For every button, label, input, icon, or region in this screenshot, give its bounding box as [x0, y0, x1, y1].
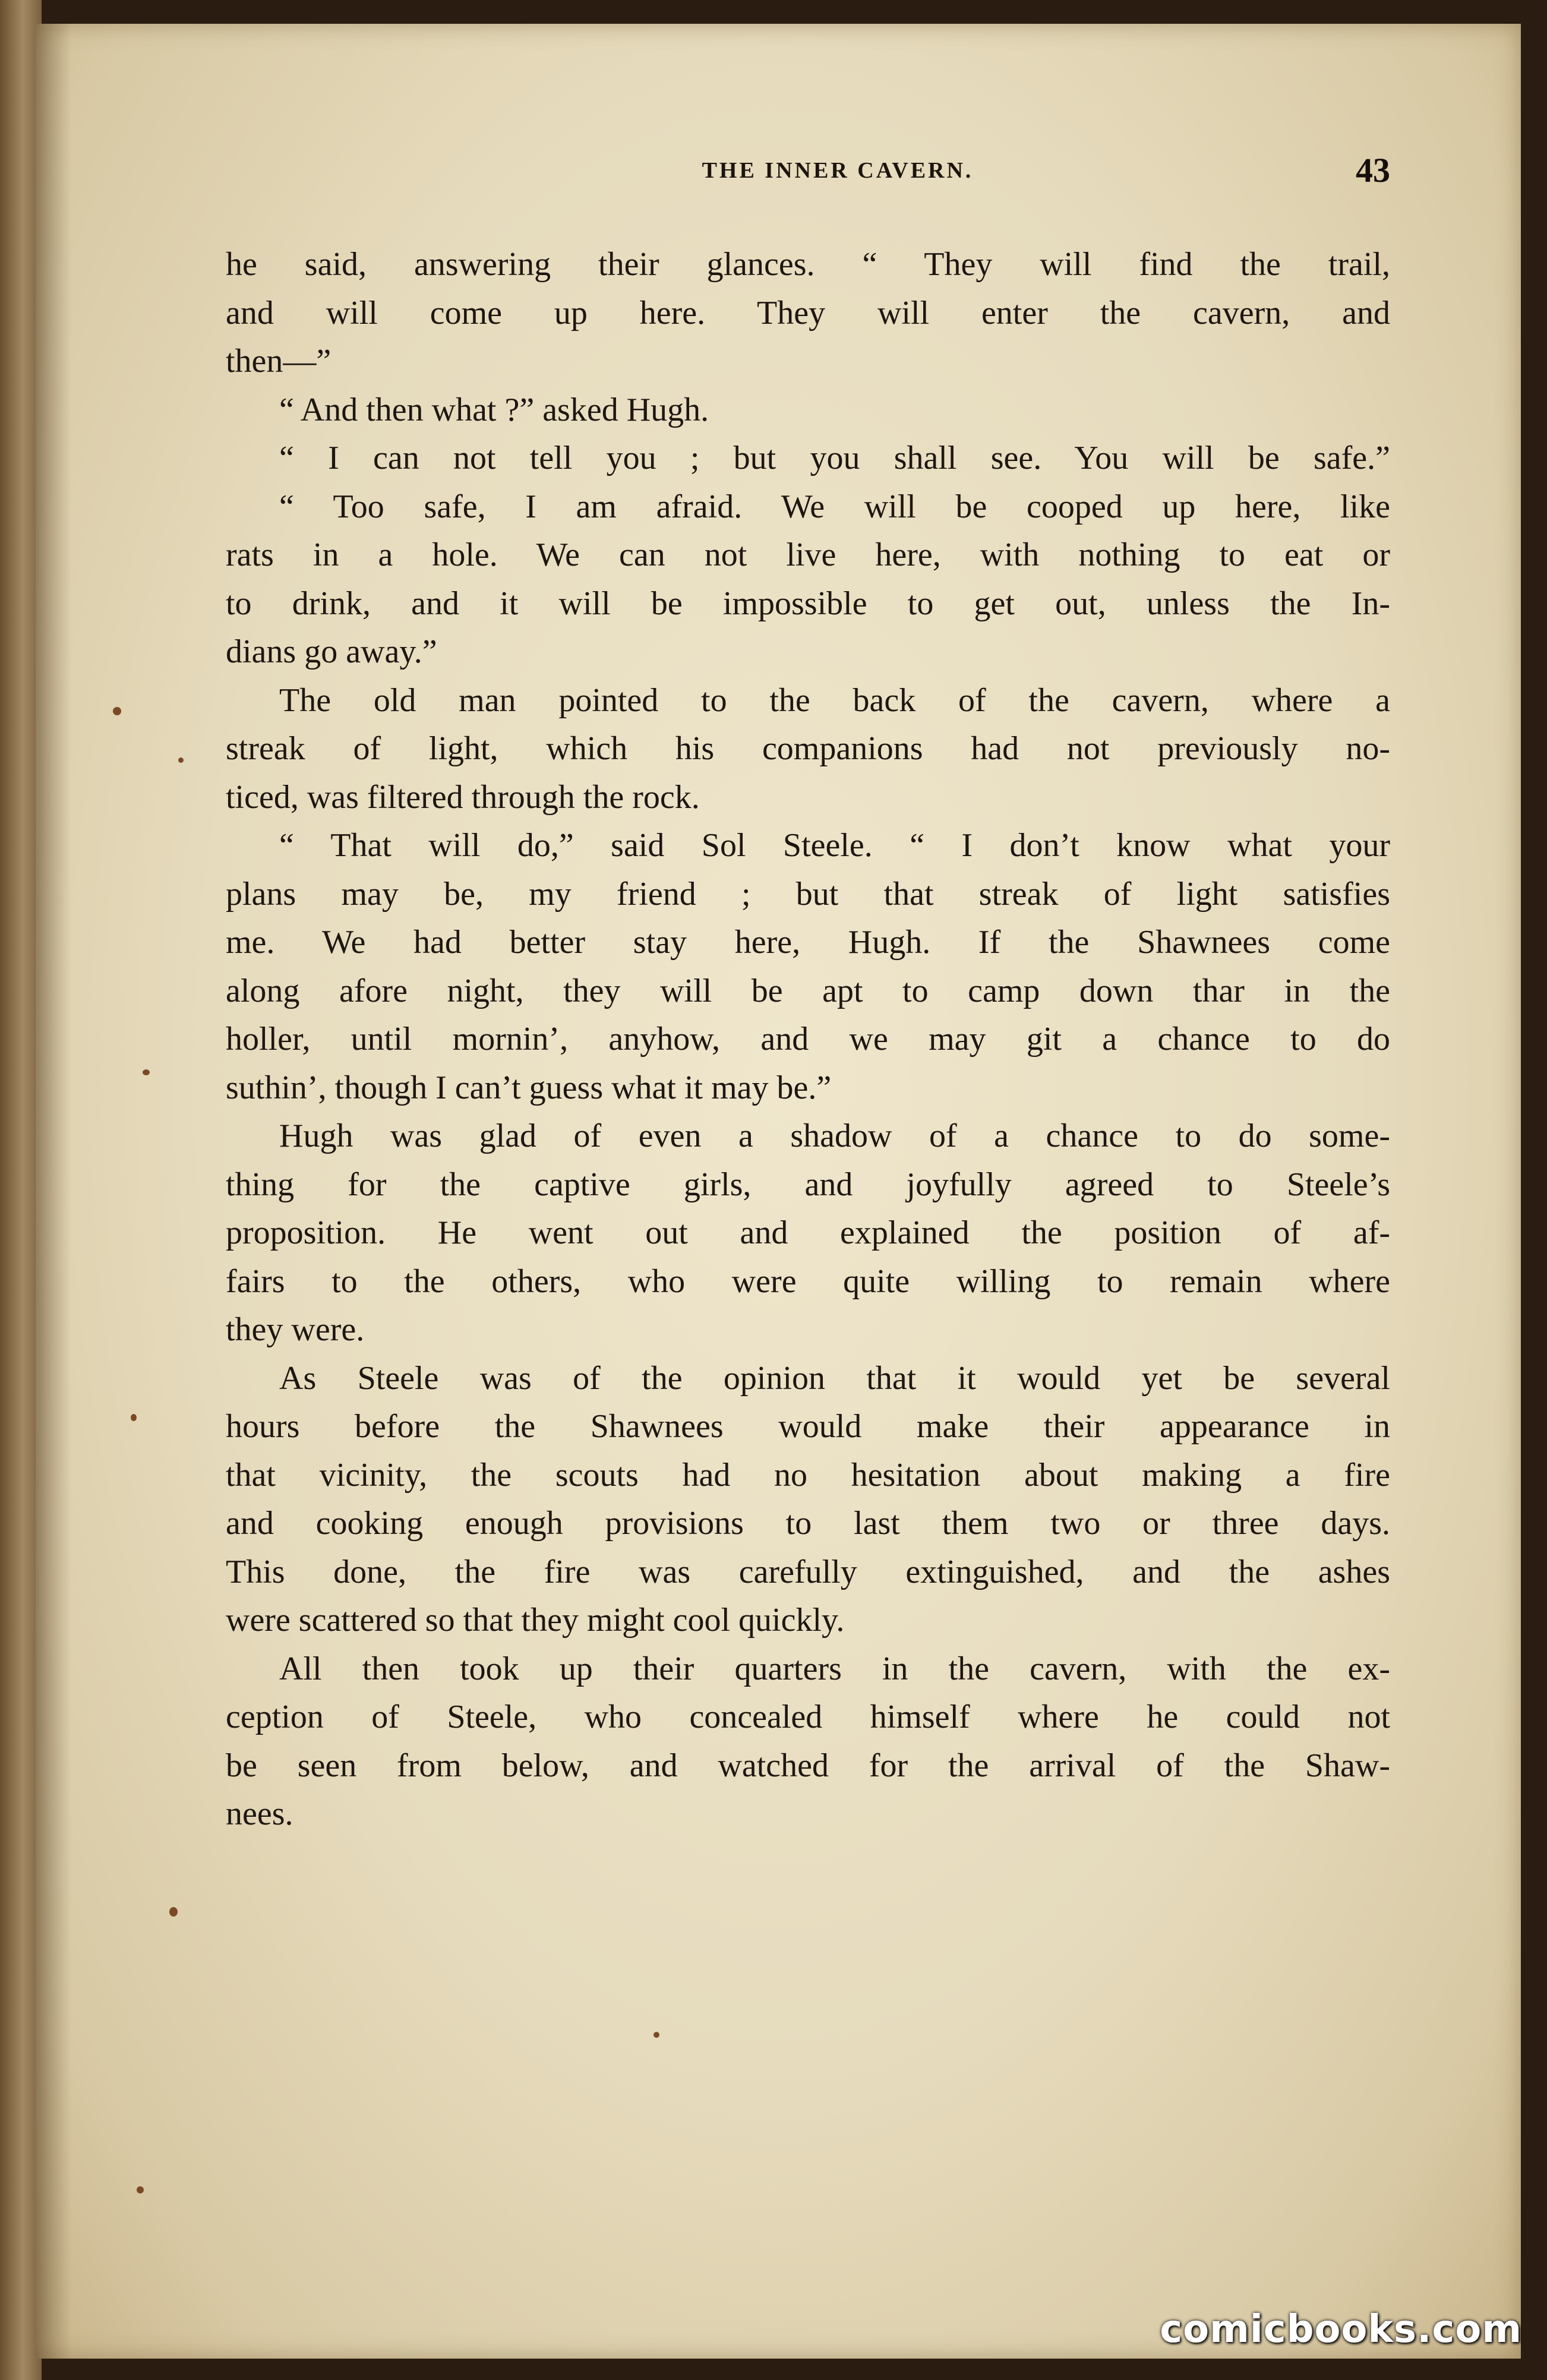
text-line: to drink, and it will be impossible to get out, unless the In- [226, 585, 1390, 622]
text-line: he said, answering their glances. “ They will find the trail, [226, 246, 1390, 283]
text-line: fairs to the others, who were quite willing to remain where [226, 1262, 1390, 1300]
text-line: “ And then what ?” asked Hugh. [279, 391, 709, 428]
text-line: proposition. He went out and explained the position of af- [226, 1214, 1390, 1251]
text-line: then—” [226, 343, 332, 380]
text-line: Hugh was glad of even a shadow of a chance to do some- [279, 1118, 1390, 1154]
text-line: nees. [226, 1795, 293, 1832]
site-watermark: comicbooks.com [1160, 2308, 1522, 2351]
gutter-shadow [36, 24, 71, 2359]
text-line: “ That will do,” said Sol Steele. “ I don’t know what your [279, 827, 1390, 864]
text-line: dians go away.” [226, 633, 437, 670]
running-head: THE INNER CAVERN. [702, 158, 974, 183]
text-line: that vicinity, the scouts had no hesitation about making a fire [226, 1456, 1390, 1494]
text-line: they were. [226, 1311, 365, 1348]
text-line: All then took up their quarters in the cavern, with the ex- [279, 1650, 1390, 1687]
text-line: suthin’, though I can’t guess what it may be.” [226, 1069, 832, 1106]
page-header [226, 151, 1390, 199]
page-number: 43 [1356, 151, 1390, 190]
text-line: holler, until mornin’, anyhow, and we may git a chance to do [226, 1021, 1390, 1058]
text-line: and will come up here. They will enter the cavern, and [226, 294, 1390, 332]
text-line: thing for the captive girls, and joyfully agreed to Steele’s [226, 1166, 1390, 1203]
text-line: “ I can not tell you ; but you shall see. You will be safe.” [279, 440, 1390, 476]
text-line: The old man pointed to the back of the cavern, where a [279, 681, 1390, 719]
text-line: streak of light, which his companions had not previously no- [226, 730, 1390, 767]
text-line: rats in a hole. We can not live here, with nothing to eat or [226, 536, 1390, 573]
text-line: ticed, was filtered through the rock. [226, 778, 700, 816]
text-line: hours before the Shawnees would make their appearance in [226, 1408, 1390, 1445]
text-line: plans may be, my friend ; but that streak of light satisfies [226, 875, 1390, 913]
text-line: were scattered so that they might cool quickly. [226, 1602, 845, 1639]
text-line: me. We had better stay here, Hugh. If the Shawnees come [226, 924, 1390, 961]
text-line: be seen from below, and watched for the arrival of the Shaw- [226, 1747, 1390, 1784]
text-line: and cooking enough provisions to last them two or three days. [226, 1505, 1390, 1542]
text-line: along afore night, they will be apt to camp down thar in the [226, 972, 1390, 1009]
body-text [226, 241, 1390, 1839]
text-line: “ Too safe, I am afraid. We will be cooped up here, like [279, 488, 1390, 525]
text-line: This done, the fire was carefully extinguished, and the ashes [226, 1553, 1390, 1590]
text-line: ception of Steele, who concealed himself where he could not [226, 1699, 1390, 1735]
text-line: As Steele was of the opinion that it would yet be several [279, 1359, 1390, 1397]
